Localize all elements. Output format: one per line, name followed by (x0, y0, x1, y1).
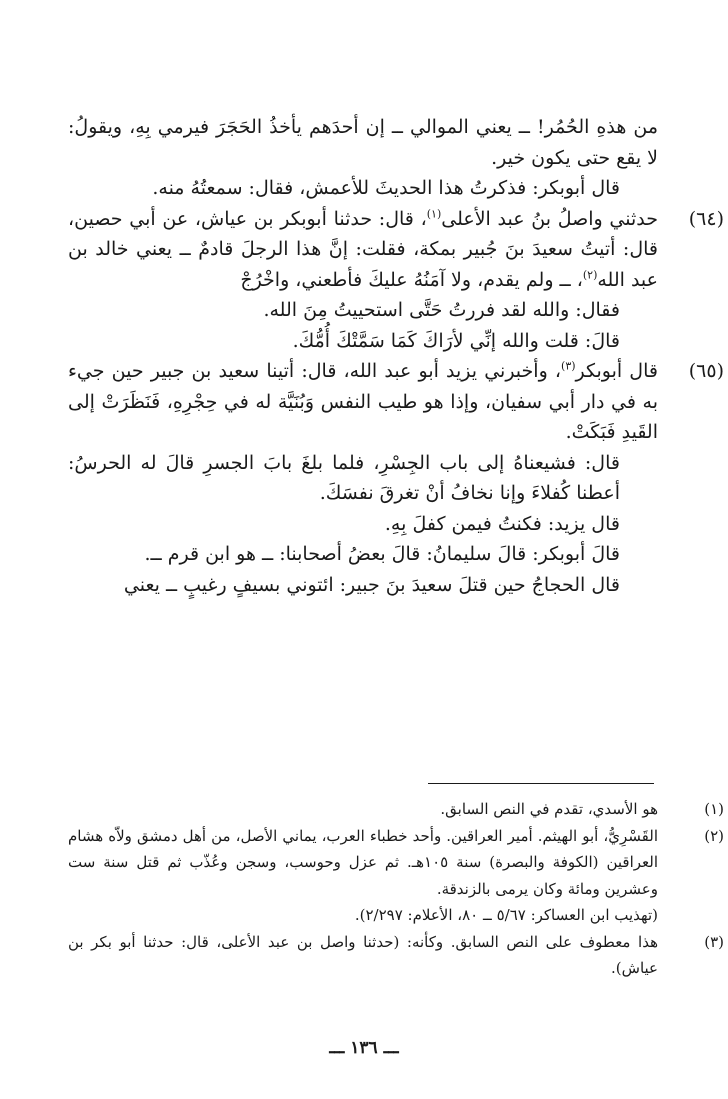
paragraph-text: من هذهِ الحُمُر! ــ يعني الموالي ــ إن أحدَهم يأخذُ الحَجَرَ فيرمي بِهِ، ويقولُ: لا يقع حتى يكون خير. (68, 116, 658, 169)
footnote-divider (428, 783, 654, 784)
hadith-paragraph-64 (68, 204, 724, 296)
footnote (68, 796, 724, 823)
paragraph-text: قال: فشيعناهُ إلى باب الجِسْرِ، فلما بلغَ بابَ الجسرِ قالَ له الحرسُ: أعطنا كُفلاءَ وإنا نخافُ أنْ تغرقَ نفسَكَ. (68, 451, 620, 504)
footnotes-block (68, 796, 724, 982)
paragraph (68, 539, 658, 570)
paragraph-text: فقال: والله لقد فررتُ حَتَّى استحييتُ مِنَ الله. (263, 299, 620, 321)
paragraph-text: قال أبوبكر$^{(٣)}$، وأخبرني يزيد أبو عبد الله، قال: أتينا سعيد بن جبير حين جيء به في دار أبي سفيان، وإذا هو طيب النفس وَبُنَيَّة له في حِجْرِهِ، فَنَظَرَتْ إلى القَيدِ فَبَكَتْ. (68, 359, 658, 443)
footnote-number: (٣) (704, 932, 724, 951)
paragraph-text: قال يزيد: فكنتُ فيمن كفلَ بِهِ. (384, 512, 620, 535)
main-text-block (68, 112, 724, 600)
paragraph (68, 173, 658, 204)
paragraph-text: قال أبوبكر: فذكرتُ هذا الحديثَ للأعمش، فقال: سمعتُهُ منه. (152, 177, 620, 199)
footnote (68, 823, 724, 903)
paragraph (68, 570, 658, 601)
paragraph (68, 326, 658, 357)
footnote-text: هو الأسدي، تقدم في النص السابق. (440, 800, 658, 818)
footnote-ref: (٣) (561, 359, 576, 373)
footnote-text: هذا معطوف على النص السابق. وكأنه: (حدثنا واصل بن عبد الأعلى، قال: حدثنا أبو بكر بن عياش). (68, 932, 658, 977)
hadith-number: (٦٤) (688, 207, 724, 230)
footnote-text: (تهذيب ابن العساكر: ٥/٦٧ ــ ٨٠، الأعلام: ٢/٢٩٧). (354, 906, 658, 924)
footnote (68, 929, 724, 982)
page-number: ـــ ١٣٦ ـــ (329, 1038, 399, 1058)
paragraph-text: قال الحجاجُ حين قتلَ سعيدَ بنَ جبير: ائتوني بسيفٍ رغيبٍ ــ يعني (123, 573, 620, 596)
footnote-ref: (٢) (582, 268, 598, 282)
footnote-source (68, 902, 658, 929)
paragraph-text: حدثني واصلُ بنُ عبد الأعلى$^{(١)}$، قال: حدثنا أبوبكر بن عياش، عن أبي حصين، قال: أتيتُ سعيدَ بنَ جُبير بمكة، فقلت: إنَّ هذا الرجلَ قادمٌ ــ يعني خالد بن عبد الله$^{(٢)}$، ــ ولم يقدم، ولا آمَنُهُ عليكَ فأطعني، واخْرُجْ (68, 207, 658, 291)
hadith-number: (٦٥) (688, 360, 724, 382)
footnote-ref: (١) (426, 207, 442, 221)
footnote-text: القَسْرِيُّ، أبو الهيثم. أمير العراقين. وأحد خطباء العرب، يماني الأصل، من أهل دمشق ولاّه هشام العراقين (الكوفة والبصرة) سنة ١٠٥هـ. ثم عزل وحوسب، وسجن وعُذّب ثم قتل سنة ست وعشرين ومائة وكان يرمى بالزندقة. (68, 826, 658, 898)
paragraph (68, 448, 658, 509)
footnote-number: (١) (704, 800, 724, 818)
paragraph (68, 509, 658, 540)
paragraph (68, 112, 658, 173)
paragraph (68, 295, 658, 326)
footnote-number: (٢) (704, 826, 724, 845)
paragraph-text: قالَ: قلت والله إنِّي لأرَاكَ كَمَا سَمَّتْكَ أُمُّكَ. (292, 329, 620, 352)
hadith-paragraph-65 (68, 356, 724, 448)
paragraph-text: قالَ أبوبكر: قالَ سليمانُ: قالَ بعضُ أصحابنا: ــ هو ابن قرم ــ. (144, 543, 620, 565)
